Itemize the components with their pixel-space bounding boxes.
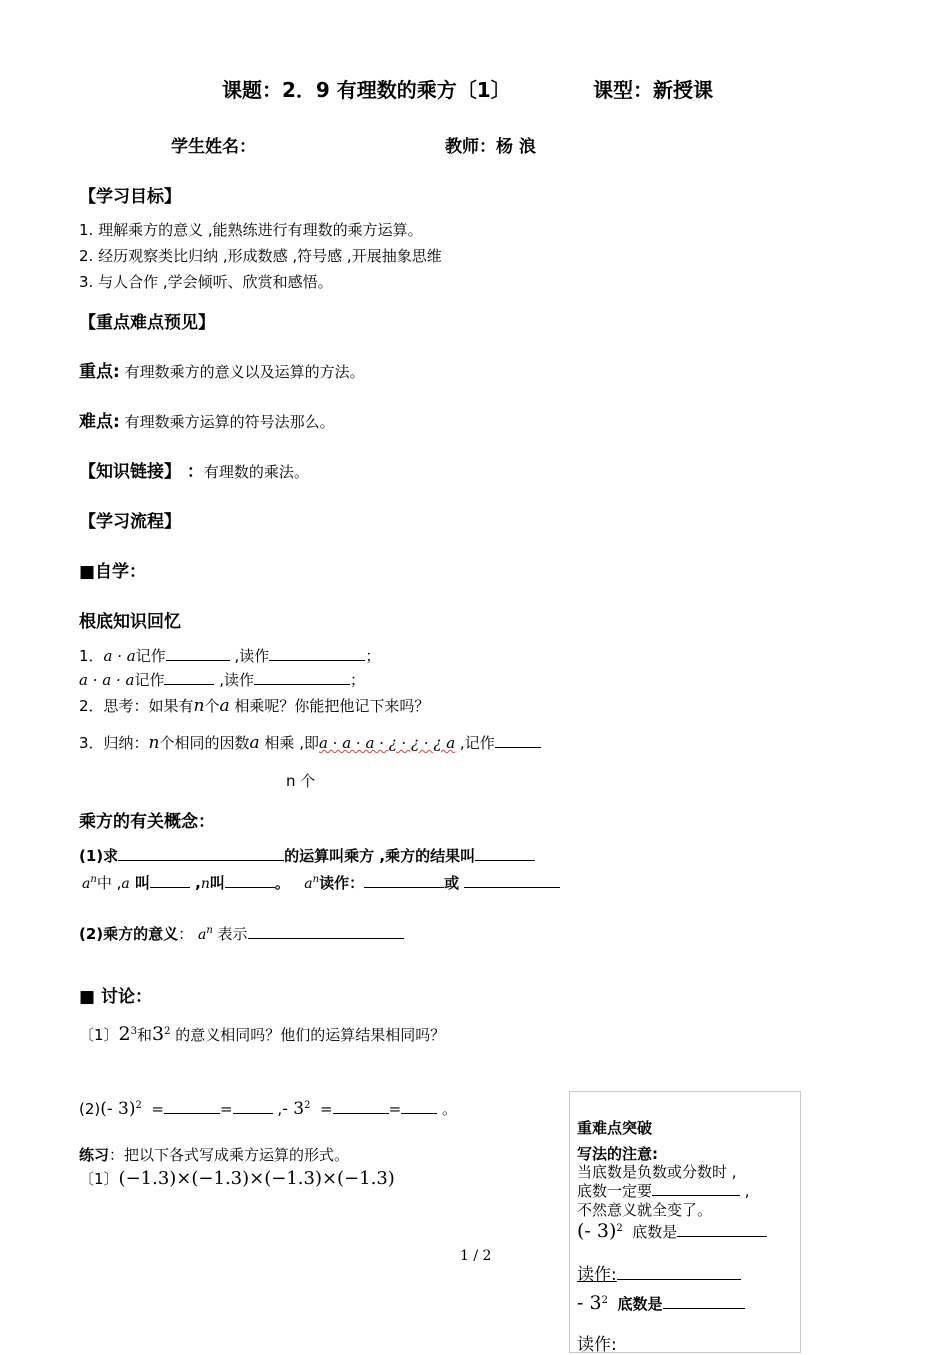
c2-read-blank-2[interactable] bbox=[464, 873, 560, 888]
q2-n: n bbox=[193, 696, 205, 716]
c2-text-c: 叫 bbox=[129, 874, 150, 892]
q2-text-b: 个 bbox=[204, 697, 220, 715]
sidebar-line-3: 不然意义就全变了。 bbox=[577, 1201, 713, 1219]
q1b-read-label: ,读作 bbox=[214, 671, 254, 689]
concept-meaning bbox=[79, 923, 404, 944]
d1-base-1: 2 bbox=[118, 1023, 131, 1045]
d2-end: 。 bbox=[441, 1100, 457, 1118]
q1-prefix: 1． bbox=[79, 647, 104, 665]
d1-text-c: 的意义相同吗？他们的运算结果相同吗？ bbox=[175, 1026, 446, 1044]
self-study-heading: ■自学： bbox=[79, 562, 147, 582]
sidebar-read-label-2: 读作: bbox=[577, 1335, 617, 1355]
q1a-end: ； bbox=[365, 647, 381, 665]
d2-mid: , bbox=[272, 1100, 283, 1118]
q3-text-a: 3．归纳： bbox=[79, 734, 149, 752]
q3-text-b: 个相同的因数 bbox=[159, 734, 250, 752]
sidebar-subtitle: 写法的注意: bbox=[577, 1145, 658, 1163]
d2-eq-4: = bbox=[388, 1100, 402, 1118]
keypoints-heading: 【重点难点预见】 bbox=[79, 313, 215, 333]
c2-n: n bbox=[90, 874, 97, 885]
sidebar-example-1 bbox=[577, 1220, 767, 1242]
q1b-notation-blank[interactable] bbox=[164, 670, 214, 685]
q3-text-d: ,记作 bbox=[455, 734, 495, 752]
sidebar-base-blank-2[interactable] bbox=[663, 1294, 745, 1309]
concept-1 bbox=[79, 845, 535, 866]
meaning-a: a bbox=[197, 927, 207, 943]
d2-expr-2: - 3 bbox=[282, 1099, 305, 1119]
student-name-label: 学生姓名： bbox=[171, 137, 256, 157]
c2-text-f: 。 bbox=[274, 874, 290, 892]
sidebar-base-label-2: 底数是 bbox=[617, 1295, 663, 1313]
sidebar-ex1-expr: (- 3) bbox=[577, 1220, 617, 1242]
concept-2 bbox=[82, 872, 560, 893]
practice-label: 练习 bbox=[79, 1146, 110, 1164]
c2-read-blank-1[interactable] bbox=[364, 873, 444, 888]
practice-text: ：把以下各式写成乘方运算的形式。 bbox=[109, 1146, 350, 1164]
discussion-1 bbox=[79, 1023, 445, 1045]
question-1a bbox=[79, 645, 380, 666]
sidebar-read-label: 读作: bbox=[577, 1265, 617, 1285]
d2-eq-3: = bbox=[320, 1100, 333, 1118]
goals-heading: 【学习目标】 bbox=[79, 187, 181, 207]
d2-blank-2[interactable] bbox=[233, 1099, 273, 1114]
sidebar-title: 重难点突破 bbox=[577, 1119, 653, 1137]
p1-expression: (−1.3)×(−1.3)×(−1.3)×(−1.3) bbox=[118, 1168, 395, 1189]
sidebar-base-blank[interactable] bbox=[677, 1222, 767, 1237]
focus-text: 有理数乘方的意义以及运算的方法。 bbox=[119, 363, 365, 381]
c2-a-read: a bbox=[304, 876, 313, 892]
q3-notation-blank[interactable] bbox=[495, 733, 541, 748]
meaning-colon: ： bbox=[178, 925, 194, 943]
q1a-label: 记作 bbox=[135, 647, 166, 665]
d2-blank-1[interactable] bbox=[164, 1099, 220, 1114]
sidebar-line-2 bbox=[577, 1180, 750, 1201]
q3-text-c: 相乘 ,即 bbox=[259, 734, 319, 752]
sidebar-ex2-expr: - 3 bbox=[577, 1292, 602, 1314]
knowledge-link-text: 有理数的乘法。 bbox=[203, 463, 309, 481]
d1-exp-1: 3 bbox=[130, 1026, 138, 1037]
q3-product-expression: a · a · a · ¿ · ¿ · ¿ a bbox=[318, 734, 456, 752]
question-2 bbox=[79, 695, 429, 716]
q1b-expression: a · a · a bbox=[79, 671, 135, 689]
q1a-read-blank[interactable] bbox=[269, 646, 365, 661]
difficulty-label: 难点: bbox=[79, 412, 120, 432]
sidebar-line-2b: , bbox=[740, 1182, 750, 1200]
d2-exp-1: 2 bbox=[135, 1100, 142, 1111]
c2-a-name-blank[interactable] bbox=[150, 873, 190, 888]
page-number: 1 / 2 bbox=[460, 1248, 492, 1264]
sidebar-read-2 bbox=[577, 1330, 617, 1355]
q3-n: n bbox=[148, 733, 160, 753]
knowledge-link-label: 【知识链接】 ： bbox=[79, 462, 204, 482]
difficulty-line bbox=[79, 407, 335, 432]
q1b-read-blank[interactable] bbox=[254, 670, 350, 685]
sidebar-read-1 bbox=[577, 1260, 741, 1285]
d2-blank-4[interactable] bbox=[401, 1099, 437, 1114]
lesson-title: 课题：2．9 有理数的乘方〔1〕 bbox=[222, 78, 511, 102]
knowledge-link bbox=[79, 457, 309, 482]
q1b-end: ； bbox=[350, 671, 366, 689]
meaning-label: (2)乘方的意义 bbox=[79, 925, 179, 943]
sidebar-line-2a: 底数一定要 bbox=[577, 1182, 653, 1200]
recall-heading: 根底知识回忆 bbox=[79, 612, 181, 632]
p1-prefix: 〔1〕 bbox=[79, 1170, 119, 1188]
difficulty-text: 有理数乘方运算的符号法那么。 bbox=[119, 413, 335, 431]
c1-text-a: (1)求 bbox=[79, 847, 119, 865]
d1-and: 和 bbox=[137, 1026, 153, 1044]
goal-item-2: 2. 经历观察类比归纳 ,形成数感 ,符号感 ,开展抽象思维 bbox=[79, 247, 442, 265]
sidebar-read-blank[interactable] bbox=[617, 1265, 741, 1280]
lesson-type: 课型：新授课 bbox=[593, 78, 713, 102]
c2-read-label: 读作： bbox=[319, 874, 365, 892]
c1-result-blank[interactable] bbox=[475, 846, 535, 861]
q1a-read-label: ,读作 bbox=[229, 647, 270, 665]
meaning-text: 表示 bbox=[217, 925, 248, 943]
sidebar-line-2-blank[interactable] bbox=[652, 1181, 740, 1196]
sidebar-line-1: 当底数是负数或分数时 , bbox=[577, 1163, 737, 1181]
d1-base-2: 3 bbox=[152, 1023, 165, 1045]
c2-or: 或 bbox=[444, 874, 460, 892]
c1-operation-blank[interactable] bbox=[118, 846, 284, 861]
q2-text-a: 2．思考：如果有 bbox=[79, 697, 194, 715]
d2-blank-3[interactable] bbox=[333, 1099, 389, 1114]
q1b-label: 记作 bbox=[134, 671, 165, 689]
q1a-notation-blank[interactable] bbox=[166, 646, 230, 661]
c1-text-b: 的运算叫乘方 ,乘方的结果叫 bbox=[284, 847, 476, 865]
sidebar-example-2 bbox=[577, 1292, 745, 1314]
q2-text-c: 相乘呢？你能把他记下来吗？ bbox=[229, 697, 430, 715]
teacher-name: 教师：杨 浪 bbox=[445, 137, 536, 157]
question-1b bbox=[79, 669, 365, 690]
c2-text-d: , bbox=[189, 874, 201, 892]
flow-heading: 【学习流程】 bbox=[79, 512, 181, 532]
meaning-n: n bbox=[206, 925, 213, 936]
c2-text-b: 中 , bbox=[96, 874, 122, 892]
focus-label: 重点: bbox=[79, 362, 120, 382]
sidebar-base-label: 底数是 bbox=[632, 1223, 678, 1241]
c2-a: a bbox=[82, 876, 91, 892]
d2-eq-2: = bbox=[219, 1100, 233, 1118]
meaning-blank[interactable] bbox=[248, 924, 404, 939]
c2-n-inline: n bbox=[200, 876, 210, 892]
question-3 bbox=[79, 732, 541, 753]
sidebar-ex1-exp: 2 bbox=[616, 1223, 623, 1234]
practice-1 bbox=[79, 1168, 395, 1189]
d2-exp-2: 2 bbox=[304, 1100, 311, 1111]
focus-line bbox=[79, 357, 365, 382]
d2-eq-1: = bbox=[151, 1100, 164, 1118]
discussion-heading: ■ 讨论： bbox=[79, 987, 152, 1007]
goal-item-1: 1. 理解乘方的意义 ,能熟练进行有理数的乘方运算。 bbox=[79, 221, 423, 239]
q1a-expression: a · a bbox=[103, 647, 136, 665]
d1-exp-2: 2 bbox=[164, 1026, 171, 1037]
c2-n-name-blank[interactable] bbox=[225, 873, 275, 888]
c2-n-read: n bbox=[312, 874, 320, 885]
goal-item-3: 3. 与人合作 ,学会倾听、欣赏和感悟。 bbox=[79, 273, 333, 291]
practice-line bbox=[79, 1144, 349, 1165]
q3-a: a bbox=[249, 733, 260, 753]
q3-count-label: n 个 bbox=[286, 772, 316, 790]
sidebar-ex2-exp: 2 bbox=[601, 1295, 608, 1306]
c2-a-inline: a bbox=[121, 876, 130, 892]
d2-text-a: (2) bbox=[79, 1100, 101, 1118]
key-difficulty-box bbox=[569, 1091, 801, 1353]
q2-a: a bbox=[219, 696, 230, 716]
discussion-2 bbox=[79, 1098, 457, 1119]
d2-expr-1: (- 3) bbox=[100, 1099, 136, 1119]
c2-text-e: 叫 bbox=[209, 874, 225, 892]
concepts-heading: 乘方的有关概念： bbox=[79, 812, 215, 832]
d1-text-a: 〔1〕 bbox=[79, 1026, 119, 1044]
